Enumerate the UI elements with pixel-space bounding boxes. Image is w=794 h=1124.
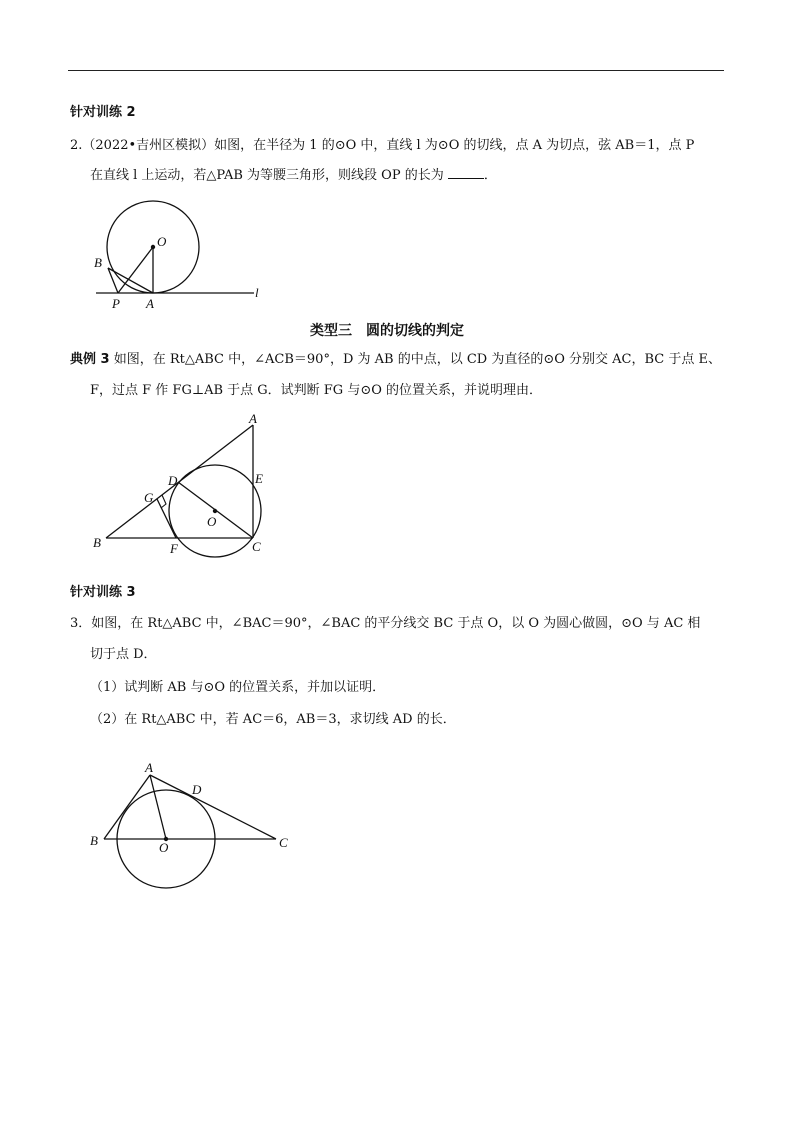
center-dot-o (213, 509, 217, 513)
segment-fg (157, 499, 176, 538)
practice3-line2: 切于点 D． (90, 647, 157, 662)
side-ac (150, 775, 276, 839)
label-f: F (170, 541, 178, 556)
label-o: O (157, 234, 167, 249)
label-d: D (192, 782, 202, 797)
practice2-question-end: ． (483, 168, 497, 183)
practice3-heading: 针对训练 3 (70, 585, 136, 600)
label-a: A (146, 296, 154, 311)
label-c: C (252, 539, 261, 554)
label-c: C (279, 835, 288, 850)
practice3-part1: （1）试判断 AB 与⊙O 的位置关系，并加以证明． (90, 680, 386, 695)
label-d: D (168, 473, 178, 488)
segment-po (118, 247, 153, 293)
example3-line2: F，过点 F 作 FG⊥AB 于点 G．试判断 FG 与⊙O 的位置关系，并说明理由． (90, 383, 543, 398)
label-p: P (112, 296, 120, 311)
practice3-part2: （2）在 Rt△ABC 中，若 AC＝6，AB＝3，求切线 AD 的长． (90, 712, 456, 727)
example3-label: 典例 3 (70, 352, 110, 367)
practice2-heading: 针对训练 2 (70, 105, 136, 120)
example3-figure (88, 410, 278, 560)
side-ab (104, 775, 150, 839)
chord-ab (108, 268, 153, 293)
label-b: B (94, 255, 102, 270)
practice2-question-line2 (90, 164, 497, 183)
label-g: G (144, 490, 154, 505)
practice3-line1: 3．如图，在 Rt△ABC 中，∠BAC＝90°，∠BAC 的平分线交 BC 于点 O，以 O 为圆心做圆，⊙O 与 AC 相 (70, 616, 701, 631)
section-title: 类型三 圆的切线的判定 (310, 323, 464, 339)
practice2-question-line1: 2.（2022•吉州区模拟）如图，在半径为 1 的⊙O 中，直线 l 为⊙O 的切线，点 A 为切点，弦 AB＝1，点 P (70, 138, 695, 153)
bisector-ao (150, 775, 166, 839)
label-l: l (255, 285, 259, 300)
label-a: A (145, 760, 153, 775)
center-dot-o (151, 245, 155, 249)
answer-blank (448, 168, 484, 179)
label-o: O (207, 514, 217, 529)
example3-line1 (70, 348, 721, 367)
header-rule (68, 70, 724, 71)
label-e: E (255, 471, 263, 486)
label-o: O (159, 840, 169, 855)
practice2-question-text: 在直线 l 上运动，若△PAB 为等腰三角形，则线段 OP 的长为 (90, 168, 444, 183)
practice3-figure (84, 758, 304, 893)
example3-text1: 如图，在 Rt△ABC 中，∠ACB＝90°，D 为 AB 的中点，以 CD 为直径的⊙O 分别交 AC，BC 于点 E、 (113, 352, 721, 367)
right-angle-mark (161, 495, 166, 508)
practice2-figure (88, 196, 278, 316)
segment-bp (108, 268, 118, 293)
label-a: A (249, 411, 257, 426)
label-b: B (90, 833, 98, 848)
label-b: B (93, 535, 101, 550)
